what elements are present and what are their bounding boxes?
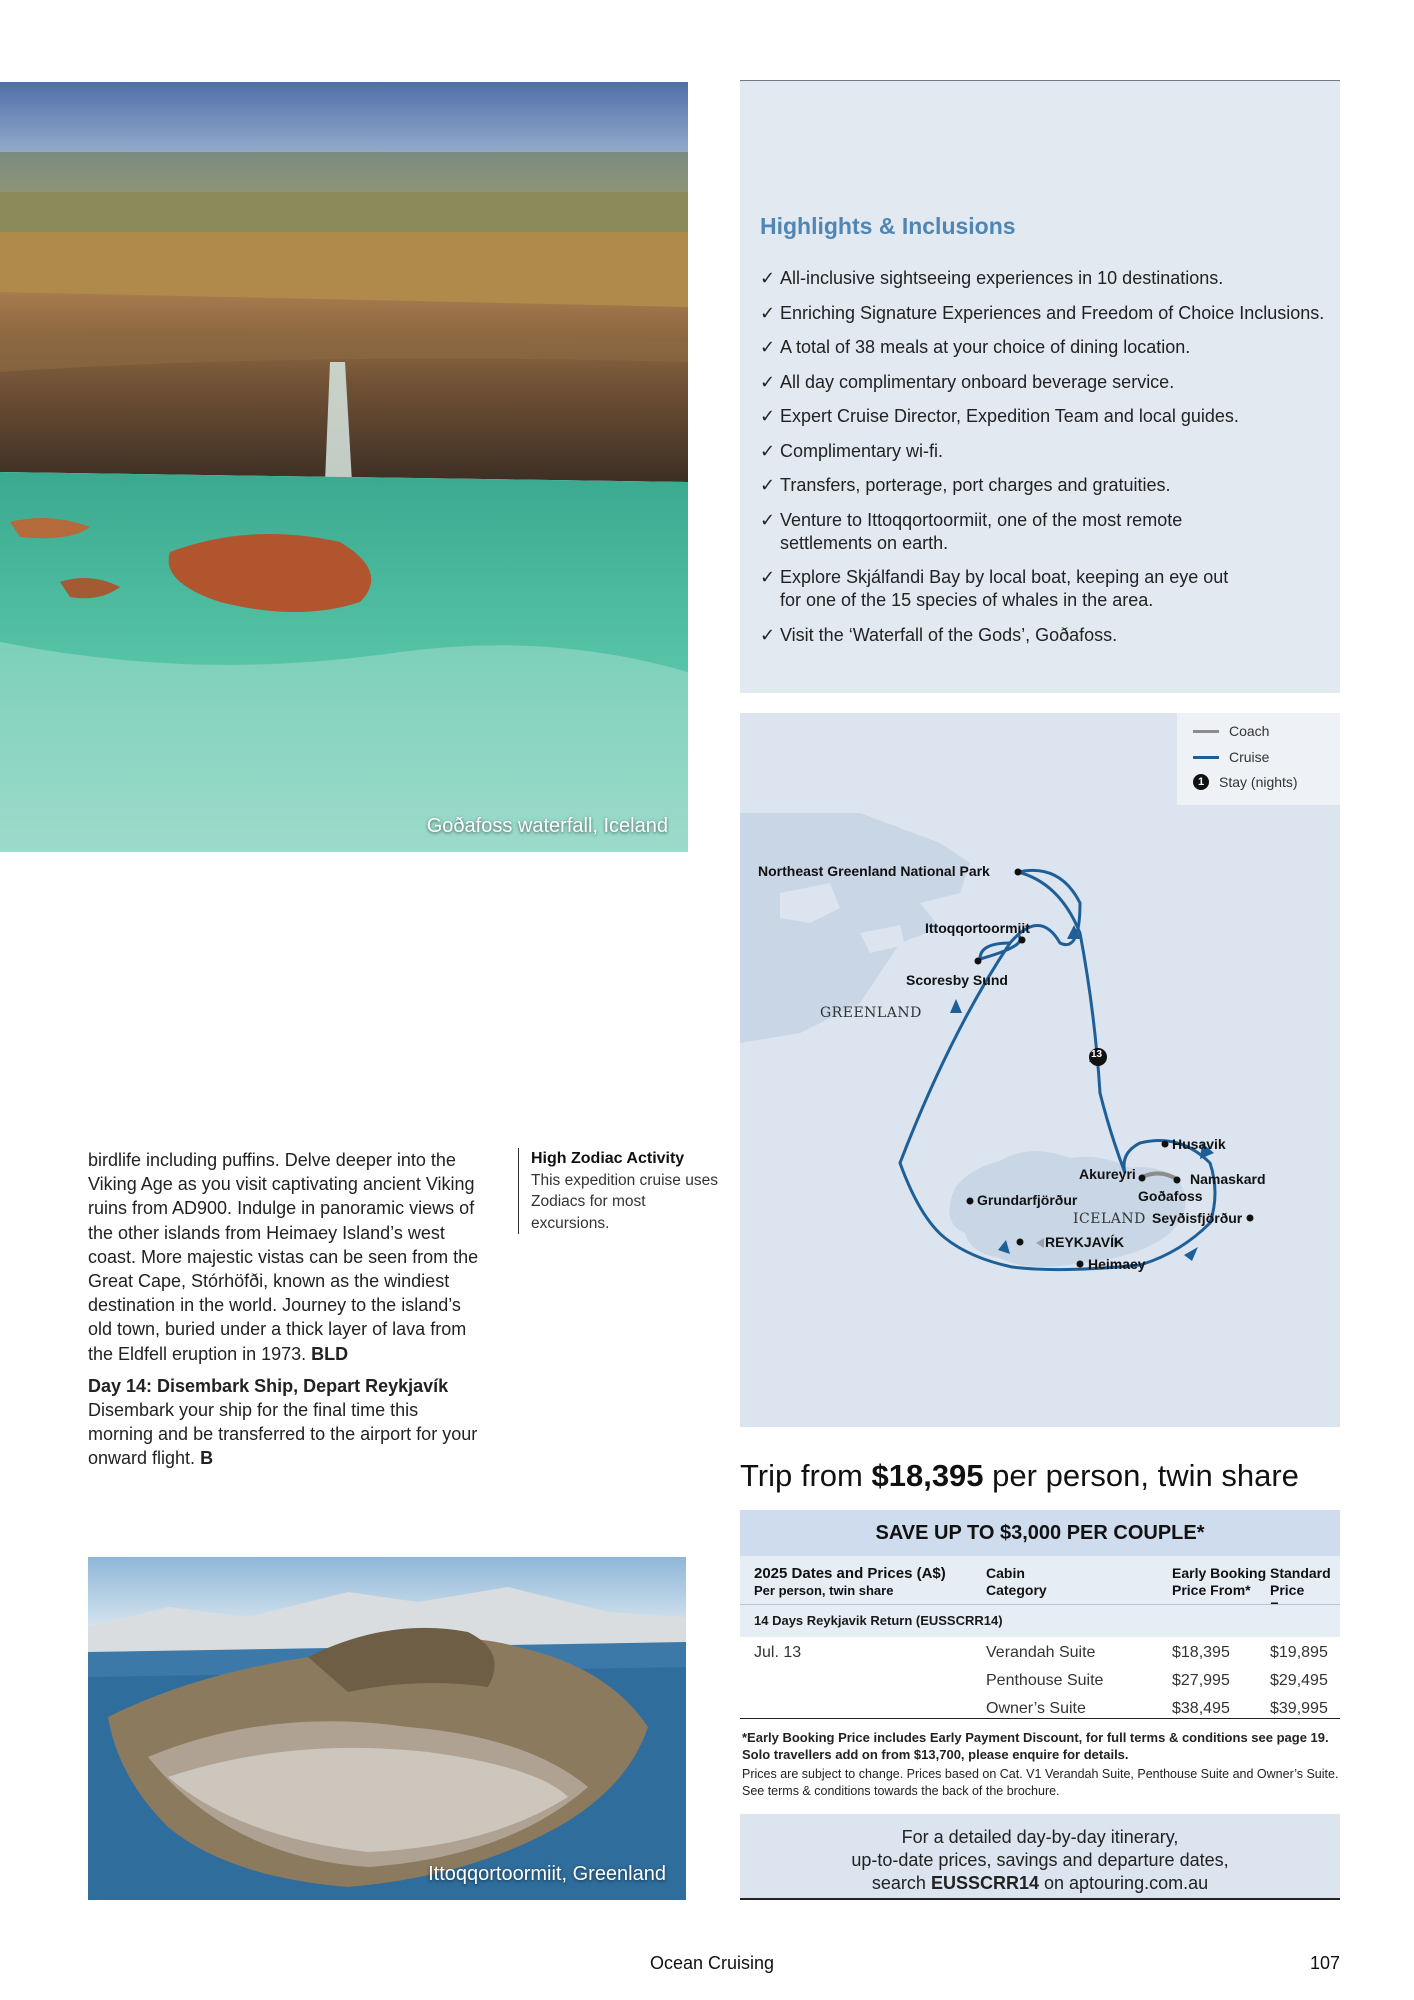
- list-item: ✓ Venture to Ittoqqortoormiit, one of the most remote settlements on earth.: [760, 509, 1183, 553]
- list-item: ✓ Complimentary wi-fi.: [760, 440, 944, 461]
- place-label: Heimaey: [1088, 1256, 1146, 1272]
- route-map: [740, 713, 1340, 1427]
- price-table-header: 2025 Dates and Prices (A$) Per person, twin share Cabin Category Early Booking Price From* Standard Price: [740, 1556, 1340, 1604]
- check-icon: ✓: [760, 268, 776, 288]
- check-icon: ✓: [760, 567, 776, 587]
- place-label: Seyðisfjörður: [1152, 1210, 1243, 1226]
- photo-caption: Goðafoss waterfall, Iceland: [426, 815, 668, 837]
- check-icon: ✓: [760, 371, 776, 392]
- tour-code: EUSSCRR14: [930, 1873, 1039, 1893]
- godafoss-photo: [0, 82, 688, 852]
- place-label: Ittoqqortoormiit: [925, 920, 1030, 936]
- list-item: ✓ All-inclusive sightseeing experiences in 10 destinations.: [760, 268, 1224, 288]
- day-14-text: Disembark your ship for the final time this morning and be transferred to the airport for your onward flight. B: [88, 1400, 478, 1469]
- check-icon: ✓: [760, 475, 776, 495]
- check-icon: ✓: [760, 440, 776, 461]
- place-label: Northeast Greenland National Park: [758, 863, 990, 879]
- check-icon: ✓: [760, 302, 776, 323]
- itinerary-cta: For a detailed day-by-day itinerary, up-to-date prices, savings and departure dates, search EUSSCRR14 on aptouring.com.au: [740, 1814, 1340, 1900]
- stay-badge: 13: [1091, 1049, 1103, 1060]
- list-item: ✓ All day complimentary onboard beverage service.: [760, 371, 1175, 392]
- check-icon: ✓: [760, 406, 776, 426]
- footer-section: Ocean Cruising: [650, 1953, 775, 1973]
- table-row: Owner’s Suite $38,495 $39,995: [986, 1700, 1328, 1717]
- meal-code: BLD: [311, 1343, 349, 1364]
- check-icon: ✓: [760, 509, 776, 530]
- map-geography: [740, 713, 1340, 1427]
- zodiac-text: This expedition cruise uses Zodiacs for most excursions.: [531, 1171, 718, 1232]
- place-label: REYKJAVÍK: [1045, 1234, 1125, 1250]
- list-item: ✓ Visit the ‘Waterfall of the Gods’, Goðafoss.: [760, 624, 1118, 645]
- table-row: Jul. 13 Verandah Suite $18,395 $19,895: [740, 1638, 1340, 1667]
- list-item: ✓ Expert Cruise Director, Expedition Team and local guides.: [760, 406, 1239, 426]
- page-number: 107: [1310, 1953, 1341, 1973]
- place-label: Scoresby Sund: [906, 972, 1008, 988]
- table-row: Penthouse Suite $27,995 $29,495: [986, 1672, 1328, 1689]
- itinerary-text: [88, 1148, 488, 1471]
- highlights-panel: [740, 80, 1340, 693]
- day-14-heading: Day 14: Disembark Ship, Depart Reykjavík: [88, 1375, 449, 1396]
- price-table-body: [740, 1638, 1340, 1719]
- departure-date: Jul. 13: [754, 1644, 802, 1661]
- map-legend: Coach Cruise 1 Stay (nights): [1177, 713, 1340, 805]
- highlights-list: [760, 267, 1330, 658]
- save-banner: SAVE UP TO $3,000 PER COUPLE*: [740, 1510, 1340, 1556]
- place-label: Goðafoss: [1138, 1188, 1203, 1204]
- zodiac-note: [518, 1148, 721, 1234]
- highlights-title: Highlights & Inclusions: [760, 213, 1016, 239]
- website-link[interactable]: on aptouring.com.au: [1044, 1873, 1209, 1893]
- place-label: Grundarfjörður: [977, 1192, 1078, 1208]
- day-continued: birdlife including puffins. Delve deeper into the Viking Age as you visit captivating ancient Viking ruins from AD900. Indulge in panoramic views of the other islands from Heimaey Island’s west coast. More majestic vistas can be seen from the Great Cape, Stórhöfði, known as the windiest destination in the world. Journey to the island’s old town, buried under a thick layer of lava from the Eldfell eruption in 1973. BLD: [88, 1150, 479, 1364]
- photo-caption: Ittoqqortoormiit, Greenland: [428, 1863, 666, 1885]
- country-greenland: GREENLAND: [820, 1005, 922, 1021]
- meal-code: B: [200, 1448, 214, 1469]
- route-arrow: [950, 999, 962, 1013]
- place-label: Namaskard: [1190, 1171, 1266, 1187]
- tour-code-row: 14 Days Reykjavik Return (EUSSCRR14): [740, 1604, 1340, 1637]
- trip-price-title: Trip from $18,395 per person, twin share: [740, 1458, 1299, 1493]
- place-label: Husavik: [1172, 1136, 1226, 1152]
- country-iceland: ICELAND: [1073, 1211, 1146, 1227]
- ittoqqortoormiit-photo: [88, 1557, 686, 1900]
- route-arrow: [1184, 1247, 1198, 1261]
- zodiac-title: High Zodiac Activity: [531, 1150, 685, 1167]
- check-icon: ✓: [760, 624, 776, 645]
- list-item: ✓ A total of 38 meals at your choice of dining location.: [760, 337, 1191, 357]
- check-icon: ✓: [760, 337, 776, 357]
- coach-line-icon: [1193, 730, 1219, 733]
- price-footnote: *Early Booking Price includes Early Payment Discount, for full terms & conditions see page 19. Solo travellers add on from $13,700, please enquire for details. Prices are subject to change. Prices based on Cat. V1 Verandah Suite, Penthouse Suite and Owner’s Suite. See terms & conditions towards the back of the brochure.: [742, 1730, 1339, 1798]
- cruise-line-icon: [1193, 756, 1219, 759]
- place-label: Akureyri: [1079, 1166, 1136, 1182]
- list-item: ✓ Transfers, porterage, port charges and gratuities.: [760, 475, 1171, 495]
- stay-marker-icon: 1: [1193, 774, 1209, 790]
- list-item: ✓ Explore Skjálfandi Bay by local boat, keeping an eye out for one of the 15 species of whales in the area.: [760, 567, 1229, 610]
- list-item: ✓ Enriching Signature Experiences and Freedom of Choice Inclusions.: [760, 302, 1325, 323]
- trip-price: $18,395: [871, 1458, 984, 1493]
